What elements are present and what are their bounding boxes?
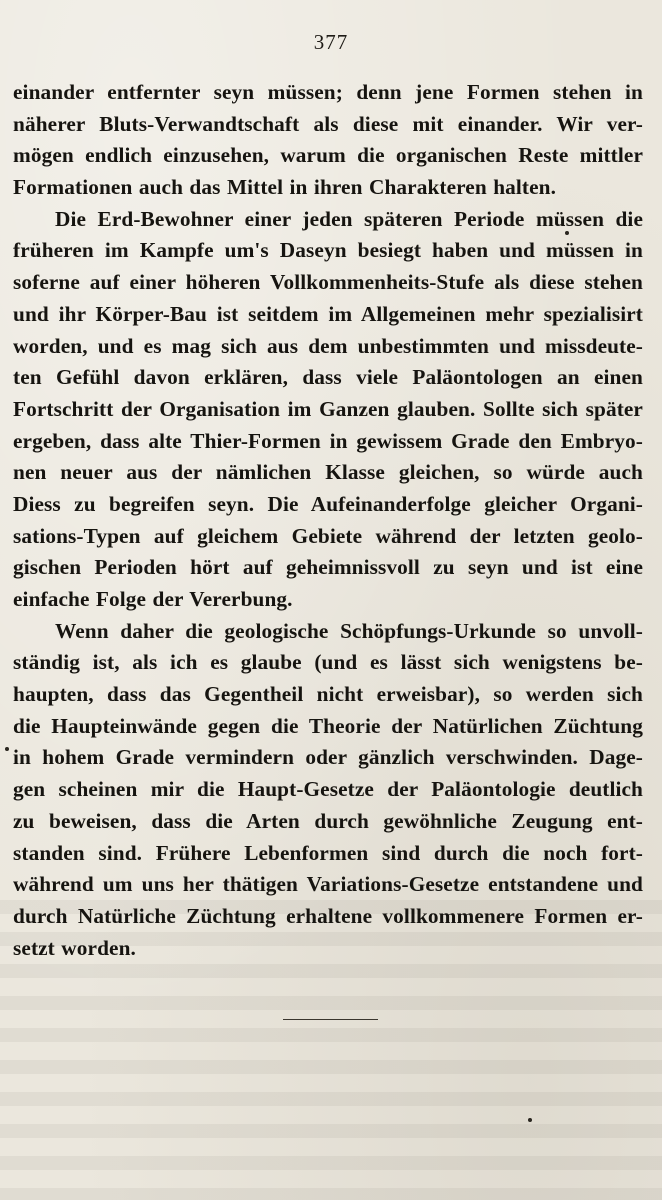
- body-text: [13, 77, 643, 964]
- text-line: die Haupteinwände gegen die Theorie der Natürlichen Züchtung: [13, 713, 643, 738]
- text-line: standen sind. Frühere Lebenformen sind durch die noch fort-: [13, 840, 643, 865]
- text-line: näherer Bluts-Verwandtschaft als diese mit einander. Wir ver-: [13, 111, 643, 136]
- text-line: durch Natürliche Züchtung erhaltene vollkommenere Formen er-: [13, 903, 643, 928]
- text-line: zu beweisen, dass die Arten durch gewöhnliche Zeugung ent-: [13, 808, 643, 833]
- text-line: gen scheinen mir die Haupt-Gesetze der Paläontologie deutlich: [13, 777, 643, 802]
- text-line: und ihr Körper-Bau ist seitdem im Allgemeinen mehr spezialisirt: [13, 301, 643, 326]
- ink-speck: [528, 1118, 532, 1122]
- text-line: gischen Perioden hört auf geheimnissvoll zu seyn und ist eine: [13, 555, 643, 580]
- text-line: ständig ist, als ich es glaube (und es lässt sich wenigstens be-: [13, 650, 643, 675]
- text-line: in hohem Grade vermindern oder gänzlich verschwinden. Dage-: [13, 745, 643, 770]
- text-line: Wenn daher die geologische Schöpfungs-Urkunde so unvoll-: [55, 618, 643, 643]
- text-line: früheren im Kampfe um's Daseyn besiegt haben und müssen in: [13, 238, 643, 263]
- text-line: nen neuer aus der nämlichen Klasse gleichen, so würde auch: [13, 460, 643, 485]
- text-line: sations-Typen auf gleichem Gebiete während der letzten geolo-: [13, 523, 643, 548]
- ink-speck: [565, 231, 569, 235]
- text-line: ergeben, dass alte Thier-Formen in gewissem Grade den Embryo-: [13, 428, 643, 453]
- section-divider: [283, 1019, 378, 1020]
- page-number: 377: [313, 30, 349, 54]
- ink-speck: [5, 747, 9, 751]
- text-line: Fortschritt der Organisation im Ganzen glauben. Sollte sich später: [13, 396, 643, 421]
- text-line: setzt worden.: [13, 935, 136, 960]
- text-line: während um uns her thätigen Variations-Gesetze entstandene und: [13, 872, 643, 897]
- text-line: soferne auf einer höheren Vollkommenheits-Stufe als diese stehen: [13, 270, 643, 295]
- text-line: mögen endlich einzusehen, warum die organischen Reste mittler: [13, 143, 643, 168]
- text-line: haupten, dass das Gegentheil nicht erweisbar), so werden sich: [13, 682, 643, 707]
- text-line: einfache Folge der Vererbung.: [13, 587, 293, 611]
- text-line: Diess zu begreifen seyn. Die Aufeinanderfolge gleicher Organi-: [13, 491, 643, 516]
- text-line: worden, und es mag sich aus dem unbestimmten und missdeute-: [13, 333, 643, 358]
- text-line: ten Gefühl davon erklären, dass viele Paläontologen an einen: [13, 365, 643, 390]
- text-line: Die Erd-Bewohner einer jeden späteren Periode müssen die: [55, 206, 643, 231]
- text-line: Formationen auch das Mittel in ihren Charakteren halten.: [13, 175, 557, 200]
- text-line: einander entfernter seyn müssen; denn jene Formen stehen in: [13, 80, 643, 104]
